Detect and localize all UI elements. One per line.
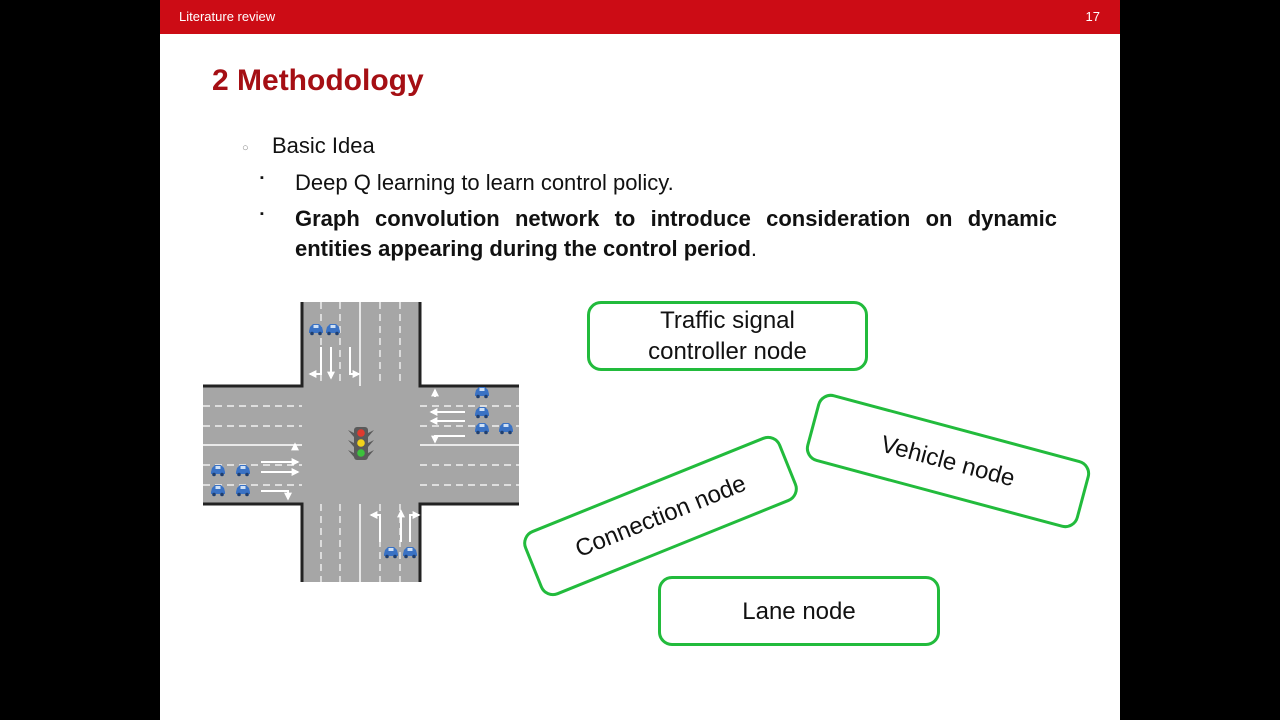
lane-node	[658, 576, 940, 646]
vehicle-node	[803, 391, 1094, 532]
square-bullet-icon: ▪	[260, 208, 264, 220]
header-bar	[160, 0, 1120, 34]
circle-bullet-icon: ○	[242, 142, 249, 154]
square-bullet-icon: ▪	[260, 172, 264, 184]
page-number: 17	[1085, 9, 1100, 24]
section-title: Literature review	[179, 9, 276, 24]
sub-bullet-bold-text: Graph convolution network to introduce consideration on dynamic entities appearing during the control period	[295, 206, 1057, 261]
intersection-illustration	[203, 302, 519, 582]
vehicle-node-label: Vehicle node	[878, 430, 1018, 492]
sub-bullet-tail: .	[750, 236, 758, 261]
traffic-signal-label-line2: controller node	[648, 338, 807, 365]
connection-node-label: Connection node	[571, 469, 750, 563]
traffic-signal-controller-node	[587, 301, 868, 371]
traffic-signal-label-line1: Traffic signal	[660, 307, 795, 334]
bullet-text: Basic Idea	[272, 133, 375, 158]
slide	[160, 0, 1120, 720]
lane-node-label: Lane node	[742, 597, 856, 625]
slide-title: 2 Methodology	[212, 64, 424, 97]
sub-bullet-text: Deep Q learning to learn control policy.	[295, 170, 674, 195]
sub-bullet-text	[295, 204, 1057, 264]
